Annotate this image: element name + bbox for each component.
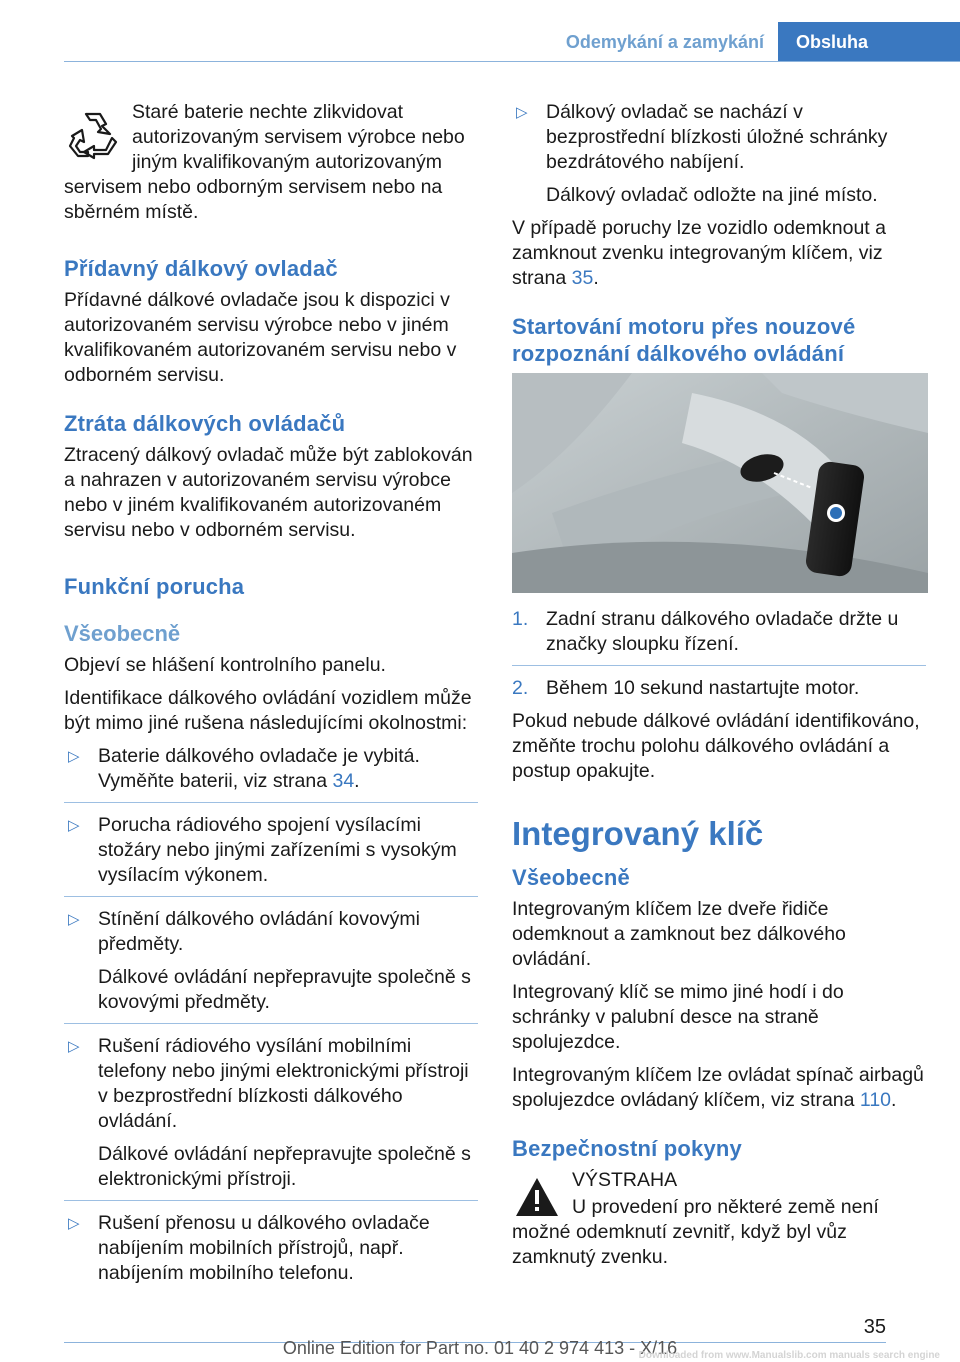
para-start-retry: Pokud nebude dálkové ovládání identifikováno, změňte trochu polohu dálkového ovládání a postup opakujte.	[512, 710, 920, 782]
para-key-2: Integrovaný klíč se mimo jiné hodí i do schránky v palubní desce na straně spolujezdce.	[512, 981, 844, 1053]
list-item: ▷ Dálkový ovladač se nachází v bezprostřední blízkosti úložné schránky bezdrátového nabíjení. Dálkový ovladač odložte na jiné místo.	[512, 100, 926, 208]
heading-key-general: Všeobecně	[512, 865, 630, 890]
steering-column-photo	[512, 373, 928, 593]
list-item: ▷ Stínění dálkového ovládání kovovými předměty. Dálkové ovládání nepřepravujte společně s kovovými předměty.	[64, 907, 478, 1015]
watermark: Downloaded from www.Manualslib.com manuals search engine	[638, 1350, 940, 1361]
para-key-3: Integrovaným klíčem lze ovládat spínač airbagů spolujezdce ovládaný klíčem, viz strana 110.	[512, 1064, 924, 1111]
list-item: ▷ Rušení rádiového vysílání mobilními telefony nebo jinými elektronickými přístroji v bezprostřední blízkosti dálkového ovládání. Dálkové ovládání nepřepravujte společně s elektronickými přístroji.	[64, 1034, 478, 1192]
heading-loss: Ztráta dálkových ovládačů	[64, 411, 346, 436]
page-link-34[interactable]: 34	[332, 770, 355, 792]
fault-list	[64, 744, 478, 1286]
para-additional-remote: Přídavné dálkové ovladače jsou k dispozici v autorizovaném servisu výrobce nebo v jiném kvalifikovaném autorizovaném servisu nebo v odborném servisu.	[64, 289, 457, 386]
recycle-text: Staré baterie nechte zlikvidovat autorizovaným servisem výrobce nebo jiným kvalifikovaným autorizovaným servisem nebo odborným servisem nebo na sběrném místě.	[64, 101, 465, 223]
heading-safety: Bezpečnostní pokyny	[512, 1136, 742, 1161]
list-item: ▷ Porucha rádiového spojení vysílacími stožáry nebo jinými zařízeními s vysokým vysílacím výkonem.	[68, 814, 457, 886]
para-key-1: Integrovaným klíčem lze dveře řidiče odemknout a zamknout bez dálkového ovládání.	[512, 898, 846, 970]
para-fault-key: V případě poruchy lze vozidlo odemknout a zamknout zvenku integrovaným klíčem, viz strana 35.	[512, 217, 886, 289]
warning-box	[512, 1168, 926, 1270]
chapter-tab[interactable]: Obsluha	[778, 22, 960, 62]
para-general-2: Identifikace dálkového ovládání vozidlem může být mimo jiné rušena následujícími okolnostmi:	[64, 687, 472, 734]
heading-additional-remote: Přídavný dálkový ovladač	[64, 256, 338, 281]
start-steps	[512, 607, 926, 701]
list-item: 2. Během 10 sekund nastartujte motor.	[512, 677, 860, 699]
para-loss: Ztracený dálkový ovladač může být zablokován a nahrazen v autorizovaném servisu výrobce nebo v jiném kvalifikovaném autorizovaném servisu nebo v odborném servisu.	[64, 444, 473, 541]
warning-text: U provedení pro některé země není možné odemknutí zevnitř, když byl vůz zamknutý zvenku.	[512, 1196, 879, 1268]
triangle-bullet-icon: ▷	[68, 817, 80, 834]
recycle-icon	[66, 108, 120, 162]
list-item: ▷ Baterie dálkového ovladače je vybitá. Vyměňte baterii, viz strana 34.	[68, 745, 420, 792]
heading-general: Všeobecně	[64, 621, 181, 646]
triangle-bullet-icon: ▷	[68, 748, 80, 765]
list-item-note: Dálkové ovládání nepřepravujte společně s kovovými předměty.	[98, 966, 471, 1013]
heading-emergency-start: Startování motoru přes nouzové rozpoznání dálkového ovládání	[512, 314, 856, 366]
fault-list-continued	[512, 100, 926, 208]
warning-title: VÝSTRAHA	[572, 1169, 678, 1191]
triangle-bullet-icon: ▷	[68, 1215, 80, 1232]
triangle-bullet-icon: ▷	[516, 104, 528, 121]
page-number: 35	[863, 1316, 886, 1338]
page-link-35[interactable]: 35	[571, 267, 594, 289]
warning-triangle-icon	[514, 1176, 560, 1218]
para-general-1: Objeví se hlášení kontrolního panelu.	[64, 654, 386, 676]
left-column	[64, 100, 478, 1294]
section-tab[interactable]: Odemykání a zamykání	[565, 32, 764, 52]
list-item: 1. Zadní stranu dálkového ovladače držte u značky sloupku řízení.	[512, 608, 899, 655]
list-item-note: Dálkový ovladač odložte na jiné místo.	[546, 184, 878, 206]
header-tabs	[552, 22, 960, 62]
heading-integrated-key: Integrovaný klíč	[512, 815, 764, 852]
header-rule	[64, 61, 960, 62]
page-link-110[interactable]: 110	[859, 1089, 892, 1111]
right-column	[512, 100, 926, 1278]
list-item: ▷ Rušení přenosu u dálkového ovladače nabíjením mobilních přístrojů, např. nabíjením mobilního telefonu.	[68, 1212, 430, 1284]
list-item-note: Dálkové ovládání nepřepravujte společně s elektronickými přístroji.	[98, 1143, 471, 1190]
triangle-bullet-icon: ▷	[68, 1038, 80, 1055]
triangle-bullet-icon: ▷	[68, 911, 80, 928]
footer-edition: Online Edition for Part no. 01 40 2 974 413 - X/16	[282, 1338, 678, 1358]
heading-fault: Funkční porucha	[64, 574, 245, 599]
recycle-note	[64, 100, 478, 225]
